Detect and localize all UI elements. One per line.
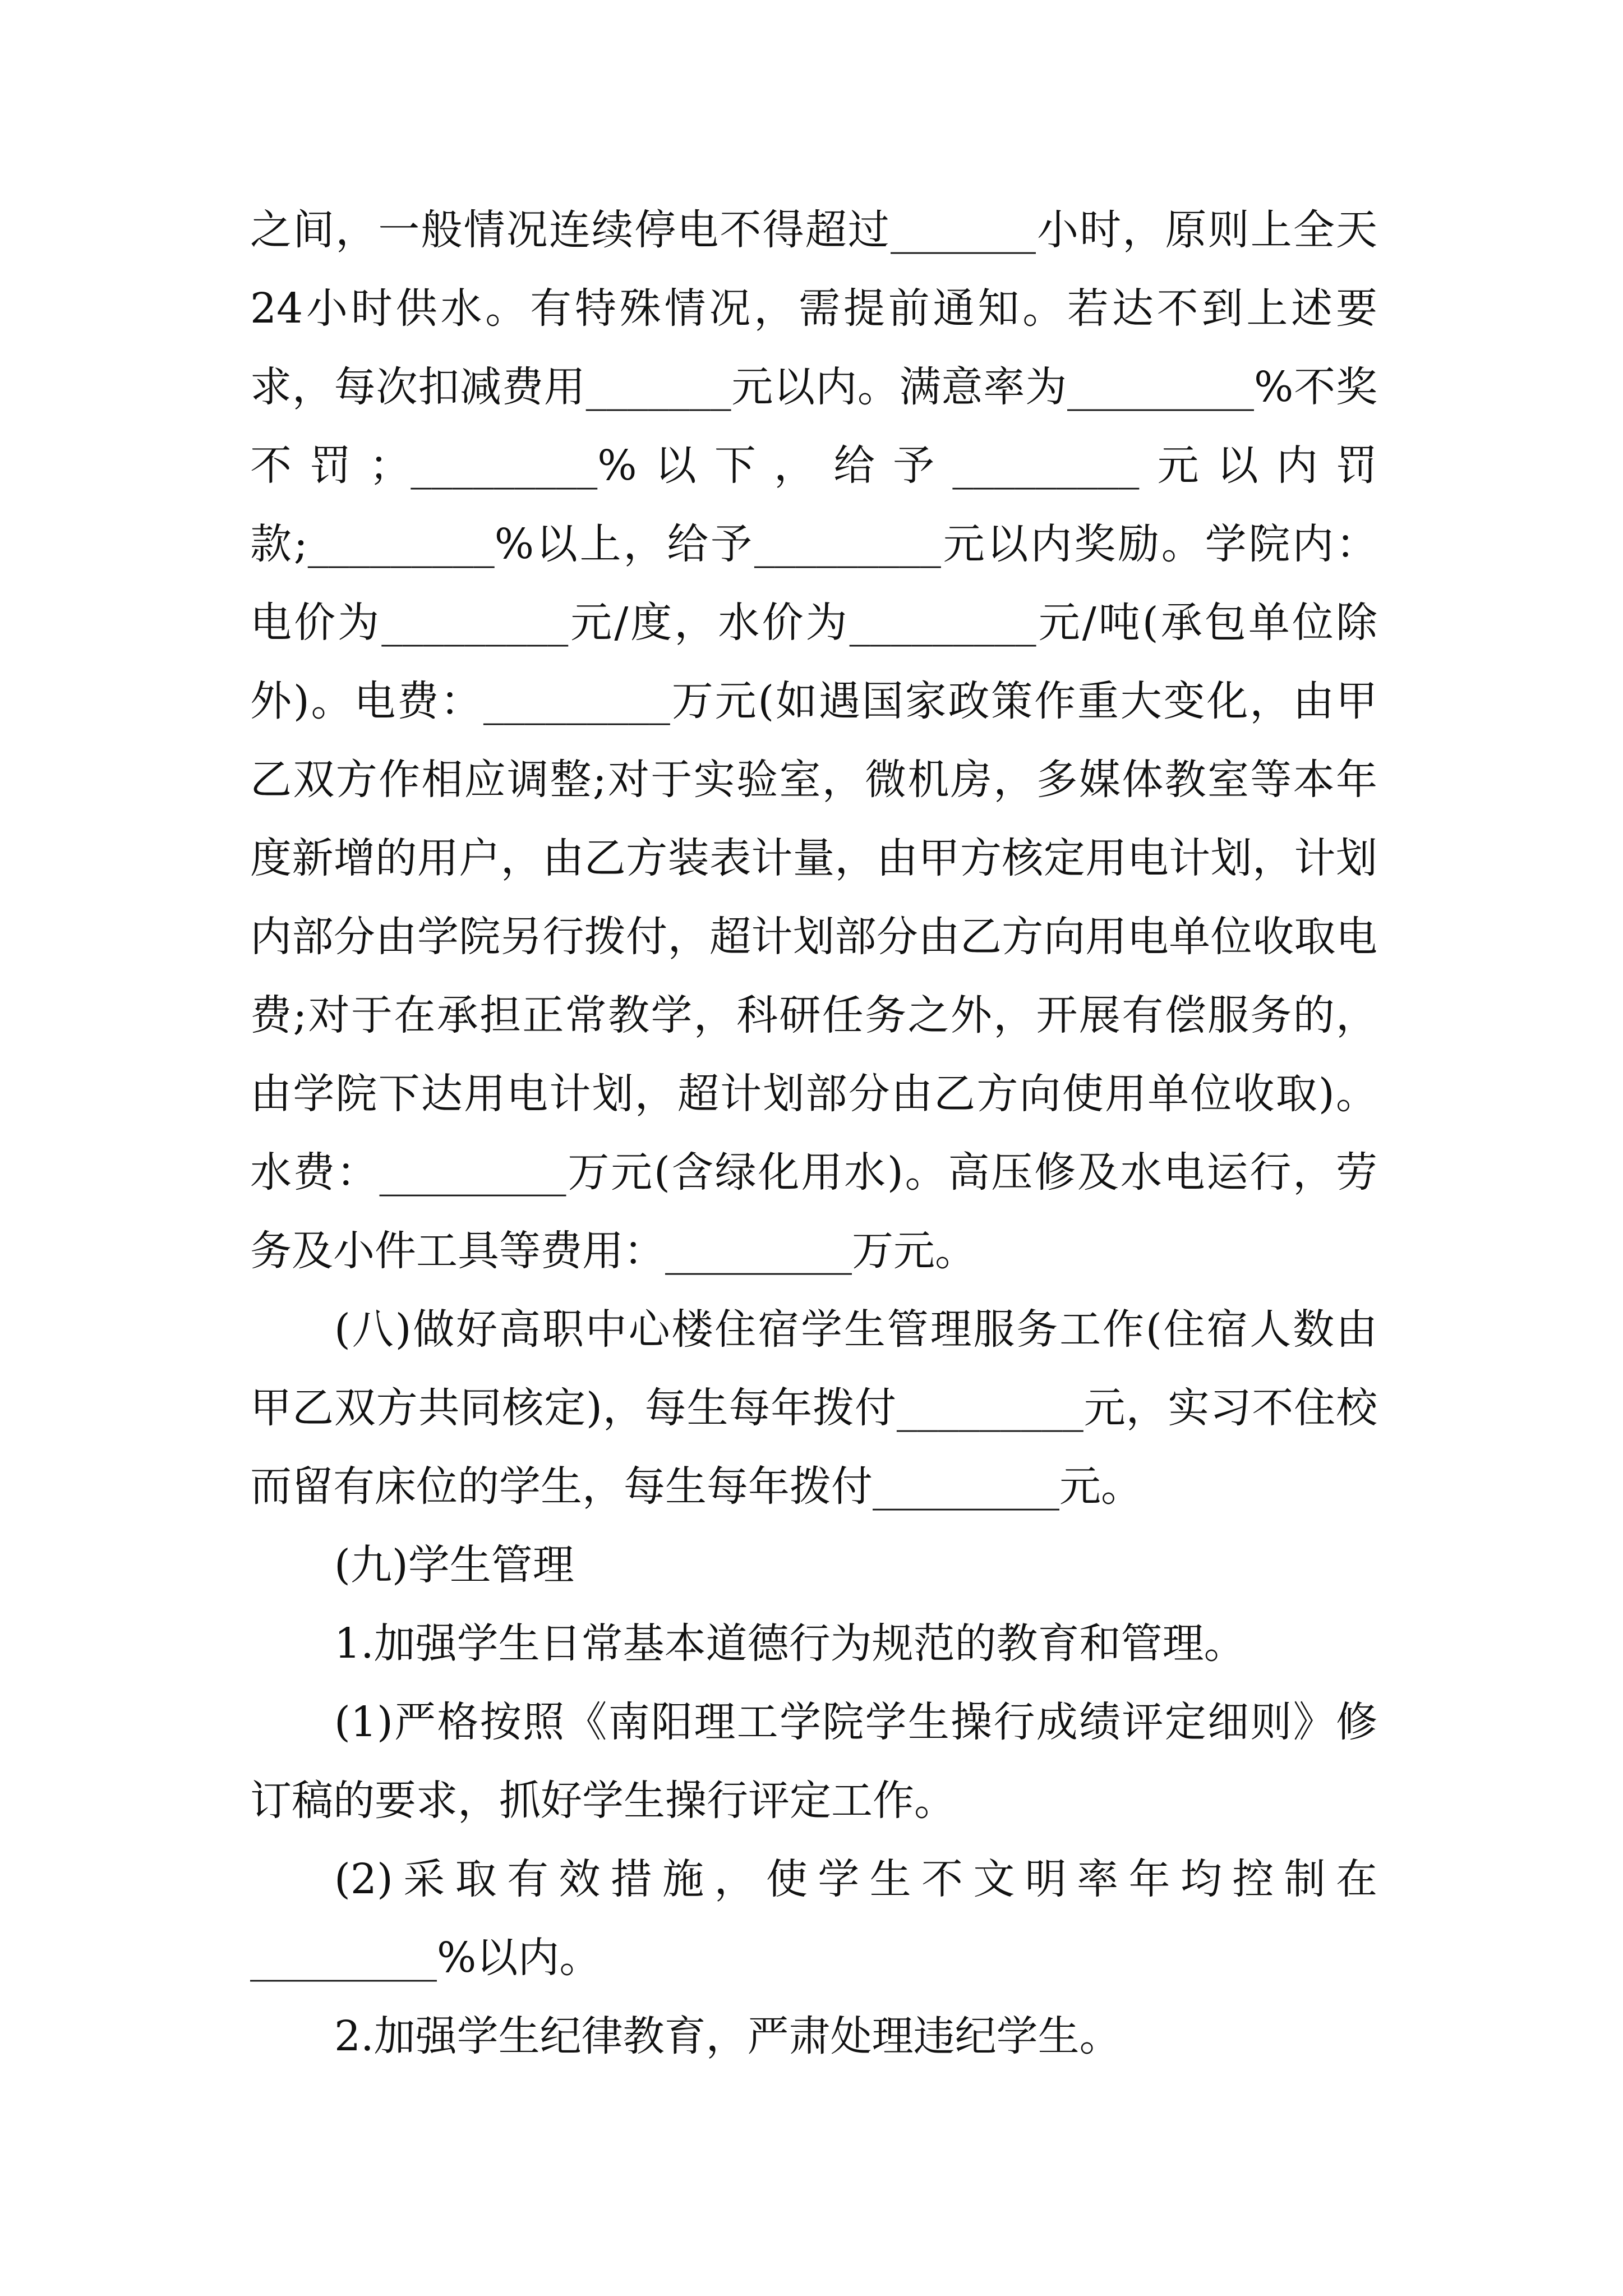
item-uncivil-rate: (2)采取有效措施，使学生不文明率年均控制在_________%以内。 (250, 1855, 1377, 1982)
paragraph-dormitory-management: (八)做好高职中心楼住宿学生管理服务工作(住宿人数由甲乙双方共同核定)，每生每年拨付_________元，实习不住校而留有床位的学生，每生每年拨付_________元。 (250, 1305, 1377, 1511)
paragraph-utilities-terms: 之间，一般情况连续停电不得超过_______小时，原则上全天24小时供水。有特殊情况，需提前通知。若达不到上述要求，每次扣减费用_______元以内。满意率为_________%不奖不罚；_________%以下，给予_________元以内罚款;_________%以上，给予_________元以内奖励。学院内：电价为_________元/度，水价为_________元/吨(承包单位除外)。电费：_________万元(如遇国家政策作重大变化，由甲乙双方作相应调整;对于实验室，微机房，多媒体教室等本年度新增的用户，由乙方装表计量，由甲方核定用电计划，计划内部分由学院另行拨付，超计划部分由乙方向用电单位收取电费;对于在承担正常教学，科研任务之外，开展有偿服务的，由学院下达用电计划，超计划部分由乙方向使用单位收取)。水费：_________万元(含绿化用水)。高压修及水电运行，劳务及小件工具等费用：_________万元。 (250, 206, 1377, 1275)
heading-student-management: (九)学生管理 (334, 1541, 574, 1589)
item-moral-education: 1.加强学生日常基本道德行为规范的教育和管理。 (334, 1619, 1246, 1668)
item-conduct-evaluation: (1)严格按照《南阳理工学院学生操行成绩评定细则》修订稿的要求，抓好学生操行评定工作。 (250, 1698, 1377, 1825)
document-body (250, 191, 1377, 2076)
item-discipline-education: 2.加强学生纪律教育，严肃处理违纪学生。 (334, 2012, 1121, 2060)
